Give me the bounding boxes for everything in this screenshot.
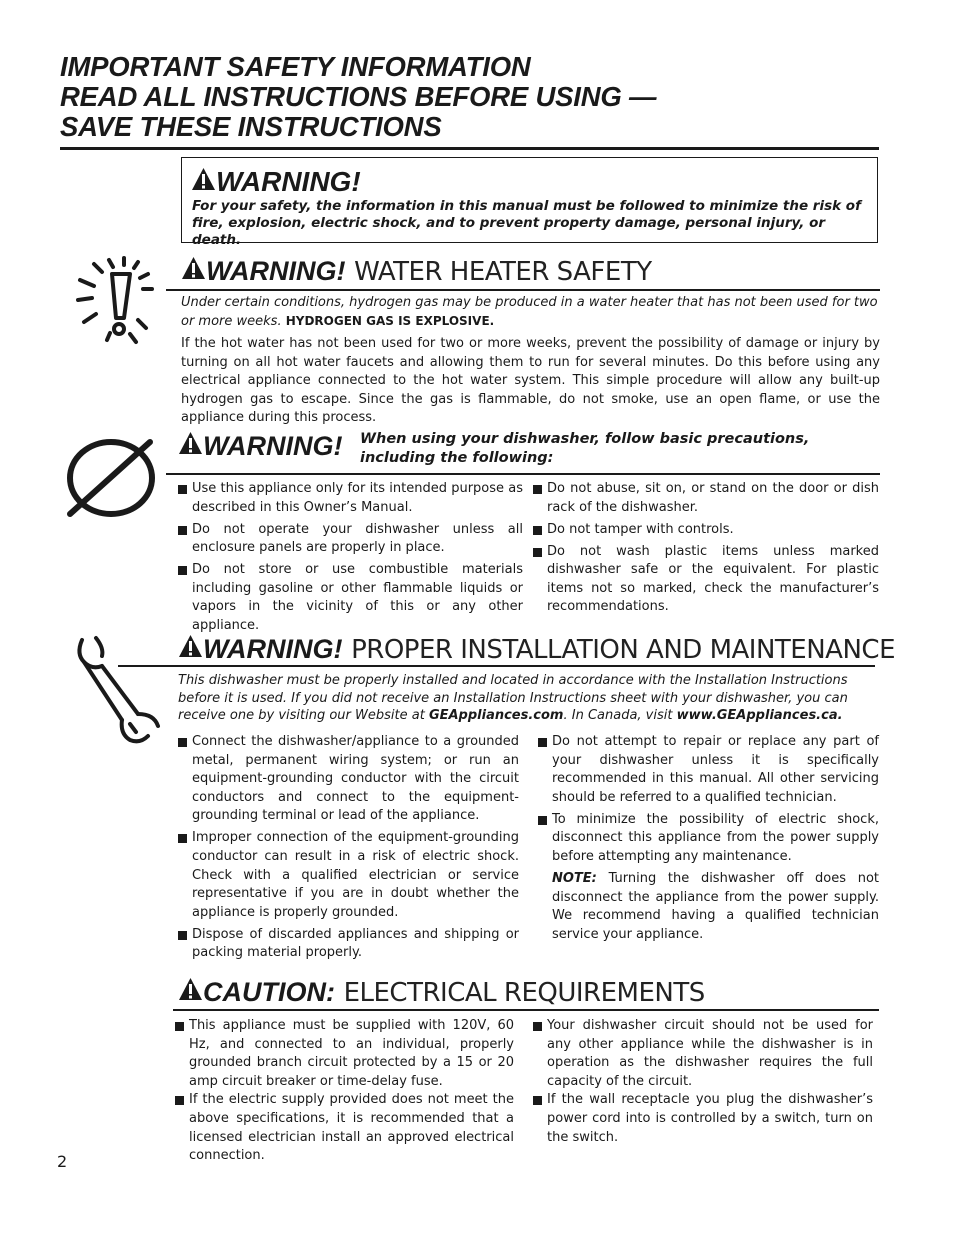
list-item: Connect the dishwasher/appliance to a grounded metal, permanent wiring system; or run an equipment-grounding conductor with the circuit conductors and connect to the equipment-grounding terminal or lead of the appliance.	[178, 733, 519, 826]
section-divider	[166, 473, 880, 475]
title-line-2: READ ALL INSTRUCTIONS BEFORE USING —	[60, 81, 657, 112]
warning-triangle-icon	[191, 167, 216, 191]
prohibited-icon	[64, 436, 159, 521]
list-item: Improper connection of the equipment-grounding conductor can result in a risk of electric shock. Check with a qualified electrician or service representative if you are in doubt whether the appliance is properly grounded.	[178, 829, 519, 922]
basic-precautions-heading: WARNING!	[178, 430, 342, 463]
warning-triangle-icon	[178, 431, 203, 455]
list-item: This appliance must be supplied with 120V, 60 Hz, and connected to an individual, properly grounded branch circuit protected by a 15 or 20 amp circuit breaker or time-delay fuse.	[175, 1017, 514, 1091]
list-item: Your dishwasher circuit should not be used for any other appliance while the dishwasher is in operation as the dishwasher requires the full capacity of the circuit.	[533, 1017, 873, 1091]
list-item: Do not abuse, sit on, or stand on the door or dish rack of the dishwasher.	[533, 480, 879, 517]
wrench-icon	[74, 634, 164, 746]
title-divider	[60, 147, 879, 150]
water-heater-body: If the hot water has not been used for two or more weeks, prevent the possibility of damage or injury by turning on all hot water faucets and allowing them to run for several minutes. Do this before using any electrical appliance connected to the hot water system. This simple procedure will allow any built-up hydrogen gas to escape. Since the gas is flammable, do not smoke, use an open flame, or use the appliance during this process.	[181, 336, 880, 425]
installation-left-list	[178, 733, 519, 966]
installation-heading: WARNING! PROPER INSTALLATION AND MAINTENANCE	[178, 633, 895, 666]
installation-intro: This dishwasher must be properly installed and located in accordance with the Installation Instructions before it is used. If you did not receive an Installation Instructions sheet with your dishwasher, you can receive one by visiting our Website at GEAppliances.com. In Canada, visit www.GEAppliances.ca.	[178, 673, 848, 723]
page-number: 2	[57, 1152, 68, 1171]
hazard-alert-icon	[72, 256, 167, 351]
title-line-3: SAVE THESE INSTRUCTIONS	[60, 111, 442, 142]
basic-precautions-subheading: When using your dishwasher, follow basic precautions, including the following:	[360, 431, 810, 466]
warning-triangle-icon	[178, 977, 203, 1001]
basic-precautions-left-list	[178, 480, 523, 639]
list-item: If the wall receptacle you plug the dishwasher’s power cord into is controlled by a switch, turn on the switch.	[533, 1091, 873, 1147]
installation-note: NOTE: Turning the dishwasher off does not disconnect the appliance from the power supply. We recommend having a qualified technician service your appliance.	[552, 870, 879, 942]
list-item: Do not tamper with controls.	[533, 521, 879, 540]
installation-right-list	[538, 733, 879, 944]
list-item: Dispose of discarded appliances and shipping or packing material properly.	[178, 926, 519, 963]
basic-precautions-right-list	[533, 480, 879, 620]
list-item: Do not attempt to repair or replace any part of your dishwasher unless it is specifically recommended in this manual. All other servicing should be referred to a qualified technician.	[538, 733, 879, 807]
list-item: Do not wash plastic items unless marked dishwasher safe or the equivalent. For plastic items not so marked, check the manufacturer’s recommendations.	[533, 543, 879, 617]
water-heater-intro: Under certain conditions, hydrogen gas may be produced in a water heater that has not been used for two or more weeks. HYDROGEN GAS IS EXPLOSIVE.	[181, 295, 878, 329]
main-warning-text: For your safety, the information in this manual must be followed to minimize the risk of fire, explosion, electric shock, and to prevent property damage, personal injury, or death.	[192, 198, 861, 248]
main-warning-heading: WARNING!	[191, 165, 361, 199]
list-item: Do not store or use combustible materials including gasoline or other flammable liquids or vapors in the vicinity of this or any other appliance.	[178, 561, 523, 635]
list-item: If the electric supply provided does not meet the above specifications, it is recommended that a licensed electrician install an approved electrical connection.	[175, 1091, 514, 1165]
electrical-left-list	[175, 1017, 514, 1169]
section-divider	[118, 665, 875, 667]
electrical-heading: CAUTION: ELECTRICAL REQUIREMENTS	[178, 976, 705, 1009]
warning-triangle-icon	[178, 634, 203, 658]
electrical-right-list	[533, 1017, 873, 1151]
water-heater-heading: WARNING! WATER HEATER SAFETY	[181, 255, 652, 288]
page-title	[60, 52, 880, 142]
section-divider	[166, 289, 880, 291]
list-item: Use this appliance only for its intended purpose as described in this Owner’s Manual.	[178, 480, 523, 517]
list-item: To minimize the possibility of electric shock, disconnect this appliance from the power supply before attempting any maintenance.	[538, 811, 879, 867]
warning-triangle-icon	[181, 256, 206, 280]
section-divider	[173, 1009, 879, 1011]
title-line-1: IMPORTANT SAFETY INFORMATION	[60, 51, 531, 82]
list-item: Do not operate your dishwasher unless all enclosure panels are properly in place.	[178, 521, 523, 558]
